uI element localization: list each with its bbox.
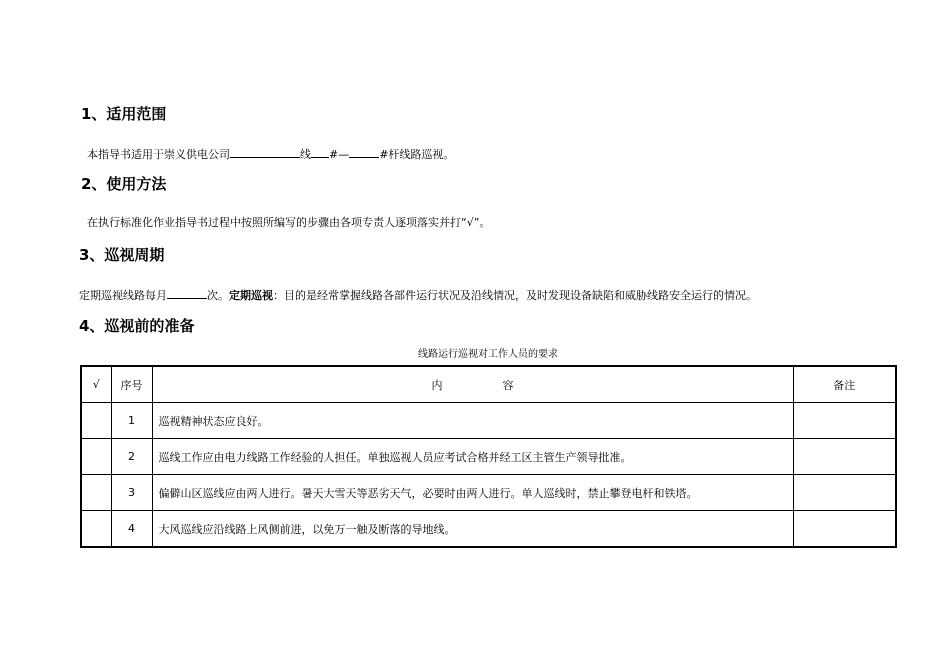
cycle-paragraph xyxy=(79,286,757,304)
table-row xyxy=(81,403,896,439)
header-check: √ xyxy=(81,366,111,403)
check-cell[interactable] xyxy=(81,403,111,439)
cycle-text-after: ：目的是经常掌握线路各部件运行状况及沿线情况，及时发现设备缺陷和威胁线路安全运行的情况。 xyxy=(273,289,757,302)
scope-text-after: #杆线路巡视。 xyxy=(379,148,455,161)
table-row xyxy=(81,439,896,475)
section-heading-method: 2、使用方法 xyxy=(81,175,167,193)
remark-cell[interactable] xyxy=(793,403,896,439)
content-cell: 巡视精神状态应良好。 xyxy=(152,403,793,439)
check-cell[interactable] xyxy=(81,439,111,475)
method-paragraph: 在执行标准化作业指导书过程中按照所编写的步骤由各项专责人逐项落实并打“√”。 xyxy=(87,216,491,229)
scope-text-before: 本指导书适用于崇义供电公司 xyxy=(87,148,230,161)
header-seq: 序号 xyxy=(111,366,152,403)
pole-number-blank[interactable] xyxy=(349,145,379,158)
scope-text-line: 线 xyxy=(300,148,311,161)
table-row xyxy=(81,511,896,548)
requirements-table xyxy=(80,365,897,548)
section-heading-cycle: 3、巡视周期 xyxy=(79,246,165,264)
content-cell: 大风巡线应沿线路上风侧前进，以免万一触及断落的导地线。 xyxy=(152,511,793,548)
section-heading-preparation: 4、巡视前的准备 xyxy=(79,317,195,335)
cycle-bold-label: 定期巡视 xyxy=(229,289,273,302)
seq-cell: 1 xyxy=(111,403,152,439)
times-per-month-blank[interactable] xyxy=(167,286,207,299)
cycle-text-before: 定期巡视线路每月 xyxy=(79,289,167,302)
header-content-part1: 内 xyxy=(431,378,443,392)
content-cell: 巡线工作应由电力线路工作经验的人担任。单独巡视人员应考试合格并经工区主管生产领导批准。 xyxy=(152,439,793,475)
remark-cell[interactable] xyxy=(793,511,896,548)
check-cell[interactable] xyxy=(81,475,111,511)
seq-cell: 3 xyxy=(111,475,152,511)
table-row xyxy=(81,475,896,511)
scope-text-hash-dash: #— xyxy=(329,148,350,161)
header-content-part2: 容 xyxy=(502,378,514,392)
scope-paragraph xyxy=(87,145,454,163)
header-remark: 备注 xyxy=(793,366,896,403)
table-header-row xyxy=(81,366,896,403)
content-cell: 偏僻山区巡线应由两人进行。暑天大雪天等恶劣天气，必要时由两人进行。单人巡线时，禁止攀登电杆和铁塔。 xyxy=(152,475,793,511)
check-cell[interactable] xyxy=(81,511,111,548)
section-heading-scope: 1、适用范围 xyxy=(81,105,167,123)
table-caption: 线路运行巡视对工作人员的要求 xyxy=(418,349,558,360)
seq-cell: 4 xyxy=(111,511,152,548)
line-name-blank[interactable] xyxy=(230,145,300,158)
remark-cell[interactable] xyxy=(793,439,896,475)
remark-cell[interactable] xyxy=(793,475,896,511)
line-number-blank[interactable] xyxy=(311,145,329,158)
cycle-text-times: 次。 xyxy=(207,289,229,302)
seq-cell: 2 xyxy=(111,439,152,475)
header-content xyxy=(152,366,793,403)
